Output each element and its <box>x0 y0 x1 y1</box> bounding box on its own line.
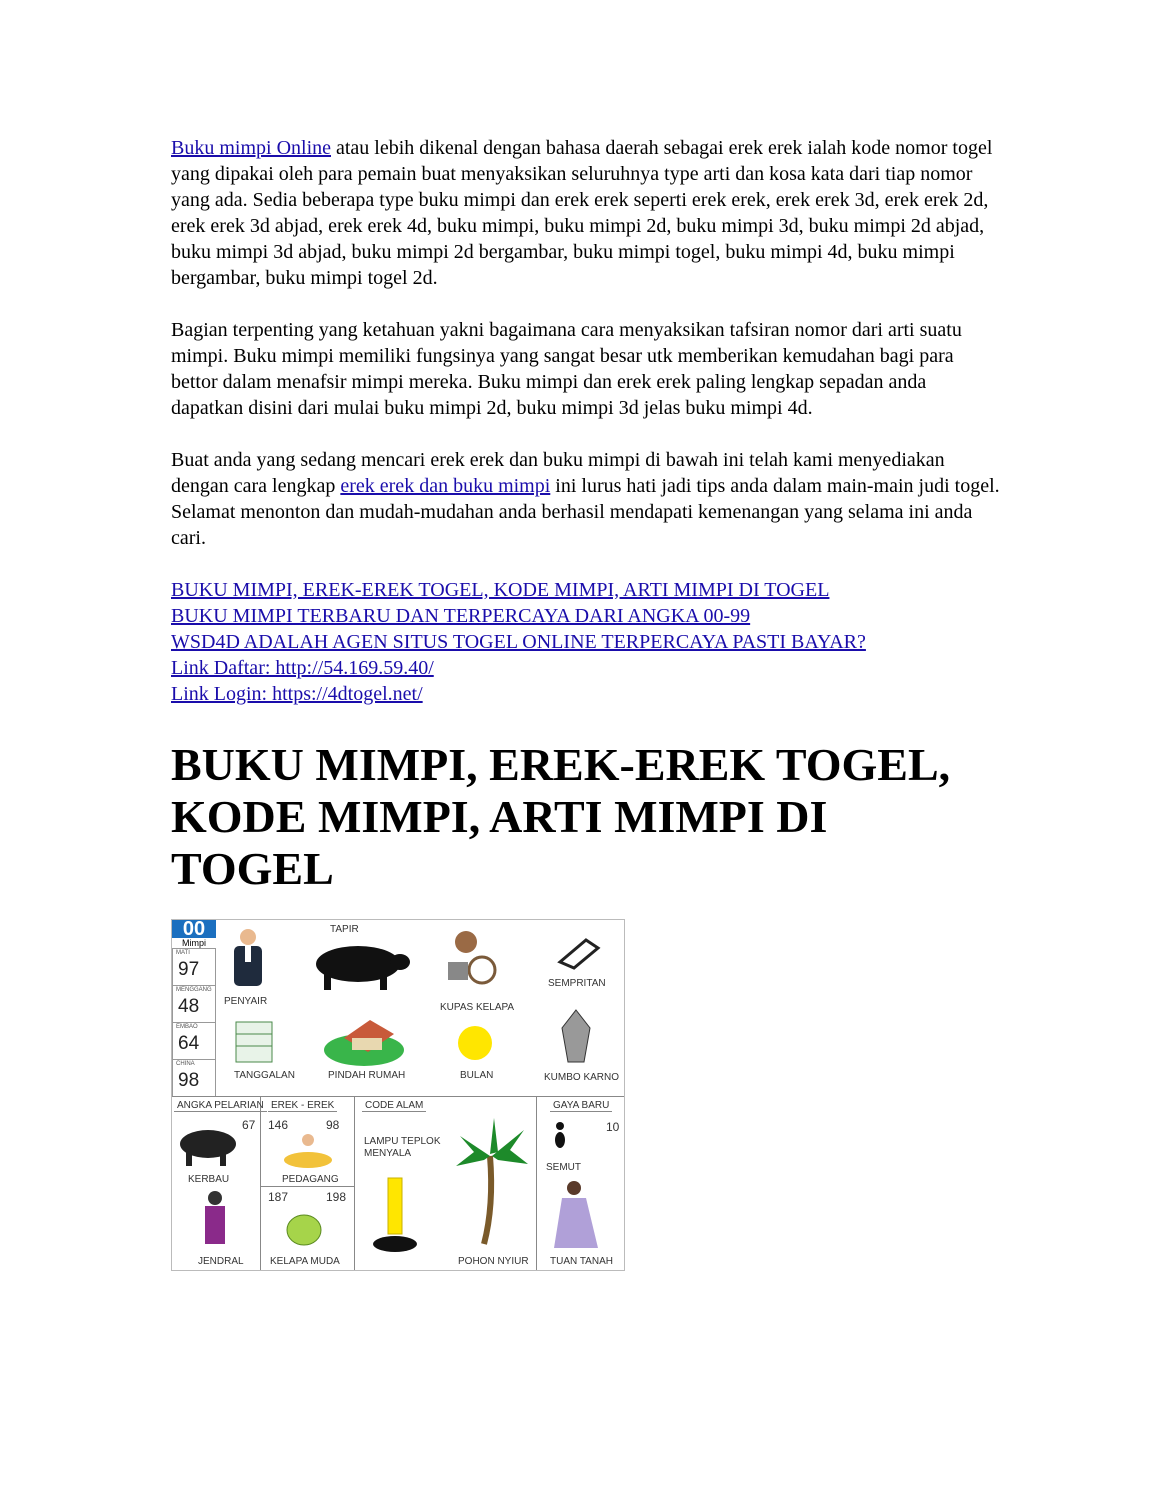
link-buku-mimpi[interactable]: BUKU MIMPI, EREK-EREK TOGEL, KODE MIMPI, ARTI MIMPI DI TOGEL <box>171 579 830 601</box>
kelapa-muda-image <box>284 1212 324 1248</box>
buku-mimpi-online-link[interactable]: Buku mimpi Online <box>171 137 331 159</box>
number-box-label: EMBAO <box>176 1024 198 1030</box>
caption-pindah-rumah: PINDAH RUMAH <box>328 1070 406 1081</box>
pelarian-number: 67 <box>242 1118 256 1132</box>
paragraph-2: Bagian terpenting yang ketahuan yakni bagaimana cara menyaksikan tafsiran nomor dari arti suatu mimpi. Buku mimpi memiliki fungsinya yang sangat besar utk memberikan kemudahan bagi para bettor dalam menafsir mimpi mereka. Buku mimpi dan erek erek paling lengkap sepadan anda dapatkan disini dari mulai buku mimpi 2d, buku mimpi 3d jelas buku mimpi 4d. <box>171 319 962 419</box>
dream-chart <box>171 919 625 1271</box>
caption-sempritan: SEMPRITAN <box>548 978 606 989</box>
caption-kelapa-muda: KELAPA MUDA <box>270 1256 340 1267</box>
caption-kupas-kelapa: KUPAS KELAPA <box>440 1002 515 1013</box>
sempritan-image <box>556 932 602 972</box>
column-divider <box>354 1096 355 1270</box>
link-terbaru[interactable]: BUKU MIMPI TERBARU DAN TERPERCAYA DARI ANGKA 00-99 <box>171 605 751 627</box>
paragraph-3 <box>171 447 1001 551</box>
lampu-teplok-image <box>370 1176 420 1256</box>
kupas-kelapa-image <box>444 928 504 990</box>
number-box <box>172 1060 216 1097</box>
header-gaya-baru: GAYA BARU <box>550 1100 612 1112</box>
number-box <box>172 986 216 1023</box>
header-angka-pelarian: ANGKA PELARIAN <box>174 1100 267 1112</box>
caption-pedagang: PEDAGANG <box>282 1174 339 1185</box>
number-box <box>172 1023 216 1060</box>
tanggalan-image <box>234 1020 274 1064</box>
erek-number-d: 198 <box>326 1190 347 1204</box>
erek-number-a: 146 <box>268 1118 289 1132</box>
number-box-value: 64 <box>178 1033 200 1054</box>
penyair-image <box>228 928 268 992</box>
link-daftar[interactable]: Link Daftar: http://54.169.59.40/ <box>171 657 434 679</box>
page-heading: BUKU MIMPI, EREK-EREK TOGEL, KODE MIMPI, ARTI MIMPI DI TOGEL <box>171 739 951 894</box>
dream-number-sub: Mimpi <box>172 938 216 949</box>
caption-penyair: PENYAIR <box>224 996 268 1007</box>
erek-number-c: 187 <box>268 1190 289 1204</box>
number-box-label: MATI <box>176 950 190 956</box>
page <box>171 135 1001 1271</box>
kerbau-image <box>176 1124 246 1168</box>
number-column <box>172 920 216 1097</box>
caption-bulan: BULAN <box>460 1070 494 1081</box>
paragraph-3-after: ini lurus hati jadi tips anda dalam main-main judi togel. Selamat menonton dan mudah-mudahan anda berhasil mendapati kemenangan yang selama ini anda cari. <box>171 475 1000 549</box>
caption-semut: SEMUT <box>546 1162 581 1173</box>
number-box-label: CHINA <box>176 1061 195 1067</box>
caption-tuan-tanah: TUAN TANAH <box>550 1256 613 1267</box>
section-divider <box>172 1096 624 1097</box>
link-list <box>171 577 1001 707</box>
semut-image <box>548 1120 572 1150</box>
tuan-tanah-image <box>552 1180 608 1252</box>
column-divider <box>260 1096 261 1270</box>
number-box <box>172 949 216 986</box>
jendral-image <box>198 1190 232 1252</box>
link-wsd4d[interactable]: WSD4D ADALAH AGEN SITUS TOGEL ONLINE TERPERCAYA PASTI BAYAR? <box>171 631 866 653</box>
caption-kumbo-karno: KUMBO KARNO <box>544 1072 620 1083</box>
paragraph-3-before: Buat anda yang sedang mencari erek erek dan buku mimpi di bawah ini telah kami menyediakan dengan cara lengkap <box>171 449 945 497</box>
number-box-value: 97 <box>178 959 200 980</box>
caption-pohon-nyiur: POHON NYIUR <box>458 1256 529 1267</box>
header-erek-erek: EREK - EREK <box>268 1100 337 1112</box>
erek-number-b: 98 <box>326 1118 340 1132</box>
bulan-image <box>456 1024 494 1062</box>
link-login[interactable]: Link Login: https://4dtogel.net/ <box>171 683 423 705</box>
caption-tanggalan: TANGGALAN <box>234 1070 295 1081</box>
header-code-alam: CODE ALAM <box>362 1100 426 1112</box>
caption-lampu-teplok: LAMPU TEPLOK MENYALA <box>364 1136 441 1159</box>
paragraph-1-text: atau lebih dikenal dengan bahasa daerah sebagai erek erek ialah kode nomor togel yang dipakai oleh para pemain buat menyaksikan seluruhnya type arti dan kosa kata dari tiap nomor yang ada. Sedia beberapa type buku mimpi dan erek erek seperti erek erek, erek erek 3d, erek erek 2d, erek erek 3d abjad, erek erek 4d, buku mimpi, buku mimpi 2d, buku mimpi 3d, buku mimpi 2d abjad, buku mimpi 3d abjad, buku mimpi 2d bergambar, buku mimpi togel, buku mimpi 4d, buku mimpi bergambar, buku mimpi togel 2d. <box>171 137 993 289</box>
column-divider <box>536 1096 537 1270</box>
number-box-value: 48 <box>178 996 200 1017</box>
gaya-number: 10 <box>606 1120 620 1134</box>
pedagang-image <box>282 1132 336 1170</box>
erek-erek-link[interactable]: erek erek dan buku mimpi <box>340 475 551 497</box>
erek-divider <box>260 1186 354 1187</box>
caption-tapir: TAPIR <box>330 924 359 935</box>
paragraph-1 <box>171 135 1001 291</box>
caption-jendral: JENDRAL <box>198 1256 244 1267</box>
number-box-label: MENGGANG <box>176 987 212 993</box>
pohon-nyiur-image <box>454 1116 530 1246</box>
kumbo-karno-image <box>556 1008 596 1066</box>
pindah-rumah-image <box>322 1010 406 1068</box>
tapir-image <box>310 938 410 994</box>
dream-number: 00 <box>172 920 216 938</box>
number-box-value: 98 <box>178 1070 200 1091</box>
caption-kerbau: KERBAU <box>188 1174 230 1185</box>
